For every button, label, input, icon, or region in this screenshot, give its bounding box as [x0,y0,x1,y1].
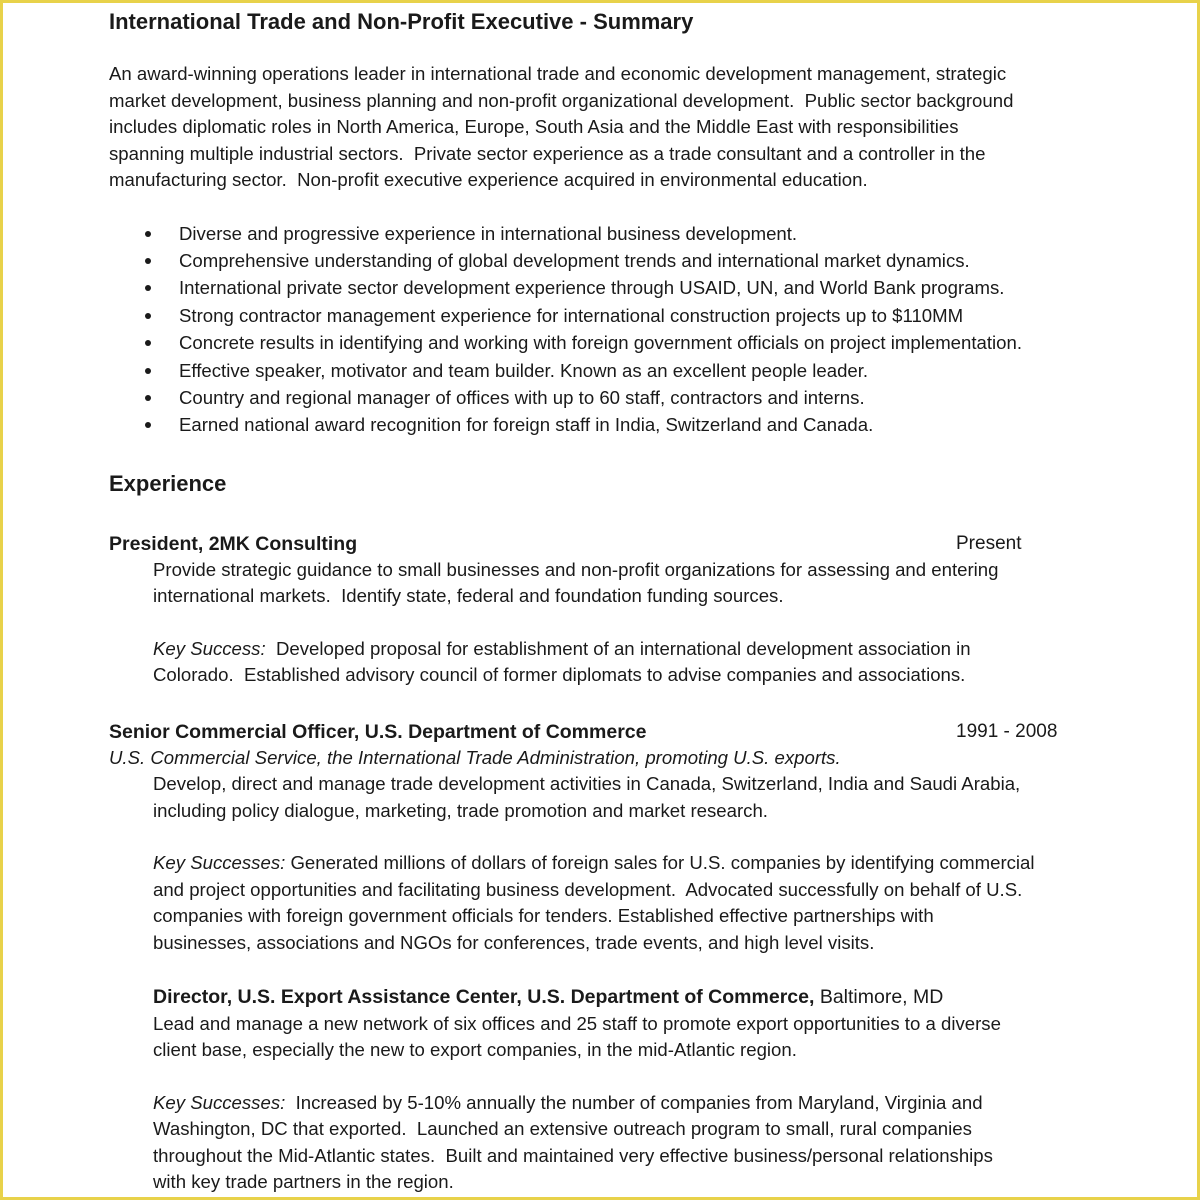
key-success-line: Washington, DC that exported. Launched an extensive outreach program to small, rural companies [153,1118,972,1140]
bullet-icon [145,313,151,319]
bullet-text: Strong contractor management experience for international construction projects up to $110MM [179,304,964,326]
summary-line: includes diplomatic roles in North America, Europe, South Asia and the Middle East with responsibilities [109,116,959,137]
bullet-text: Concrete results in identifying and working with foreign government officials on project implementation. [179,332,1023,354]
key-success-line: Colorado. Established advisory council of former diplomats to advise companies and associations. [153,664,966,686]
bullet-item [109,357,1109,384]
bullet-icon [145,231,151,237]
sub-role-title: Director, U.S. Export Assistance Center, U.S. Department of Commerce, [153,986,815,1009]
key-success-text: Developed proposal for establishment of an international development association in [265,637,971,659]
bullet-text: Diverse and progressive experience in international business development. [179,222,798,244]
bullet-text: Comprehensive understanding of global development trends and international market dynamics. [179,249,970,271]
bullet-item [109,329,1109,356]
key-success-label: Key Successes: [153,1091,286,1113]
key-success-label: Key Success: [153,637,266,659]
job-date: 1991 - 2008 [956,720,1058,742]
key-success-line: companies with foreign government officials for tenders. Established effective partnerships with [153,905,934,927]
job-subtitle: U.S. Commercial Service, the International Trade Administration, promoting U.S. exports. [109,746,841,768]
key-success-line [153,850,1109,877]
bullet-text: International private sector development experience through USAID, UN, and World Bank programs. [179,277,1005,299]
bullet-item [109,384,1109,411]
key-success-line: businesses, associations and NGOs for conferences, trade events, and high level visits. [153,931,875,953]
summary-line: spanning multiple industrial sectors. Private sector experience as a trade consultant and a controller in the [109,142,986,164]
bullet-item [109,302,1109,329]
sub-role-location: Baltimore, MD [814,986,944,1009]
job-desc-line: Lead and manage a new network of six offices and 25 staff to promote export opportunities to a diverse [153,1012,1001,1034]
key-success-label: Key Successes: [153,852,286,874]
key-success-text: Increased by 5-10% annually the number of companies from Maryland, Virginia and [285,1091,983,1113]
summary-paragraph [109,61,1109,194]
bullet-icon [145,395,151,401]
job-description [109,557,1109,689]
job-date: Present [956,532,1022,554]
bullet-icon [145,422,151,428]
bullet-icon [145,368,151,374]
key-success-line: throughout the Mid-Atlantic states. Built and maintained very effective business/personal relationships [153,1144,993,1166]
bullet-item [109,411,1109,438]
bullet-icon [145,340,151,346]
job-title: Senior Commercial Officer, U.S. Department of Commerce [109,720,647,743]
key-success-line [153,1090,1109,1117]
job-desc-line: client base, especially the new to export companies, in the mid-Atlantic region. [153,1039,797,1061]
job-desc-line: Provide strategic guidance to small businesses and non-profit organizations for assessing and entering [153,558,999,580]
experience-heading: Experience [109,470,227,496]
summary-line: An award-winning operations leader in international trade and economic development management, strategic [109,63,1007,84]
summary-title: International Trade and Non-Profit Executive - Summary [109,9,694,34]
job-title: President, 2MK Consulting [109,532,358,555]
bullet-item [109,220,1109,247]
resume-document [109,7,1109,1196]
bullet-text: Country and regional manager of offices with up to 60 staff, contractors and interns. [179,386,865,408]
sub-role-header [153,984,1109,1011]
bullet-icon [145,258,151,264]
summary-bullet-list [109,220,1109,439]
job-desc-line: including policy dialogue, marketing, trade promotion and market research. [153,799,768,821]
bullet-text: Effective speaker, motivator and team builder. Known as an excellent people leader. [179,359,869,381]
bullet-icon [145,285,151,291]
job-description [109,771,1109,1196]
bullet-item [109,274,1109,301]
key-success-text: Generated millions of dollars of foreign sales for U.S. companies by identifying commercial [285,852,1035,874]
key-success-line: with key trade partners in the region. [153,1171,454,1193]
key-success-line: and project opportunities and facilitating business development. Advocated successfully on behalf of U.S. [153,878,1023,900]
summary-line: market development, business planning and non-profit organizational development. Public sector background [109,89,1014,111]
job-desc-line: international markets. Identify state, federal and foundation funding sources. [153,585,784,607]
job-header [109,719,1109,745]
summary-line: manufacturing sector. Non-profit executive experience acquired in environmental education. [109,169,868,190]
key-success-line [153,636,1109,663]
job-desc-line: Develop, direct and manage trade development activities in Canada, Switzerland, India and Saudi Arabia, [153,773,1021,795]
bullet-text: Earned national award recognition for foreign staff in India, Switzerland and Canada. [179,414,874,436]
bullet-item [109,247,1109,274]
job-header [109,531,1109,557]
